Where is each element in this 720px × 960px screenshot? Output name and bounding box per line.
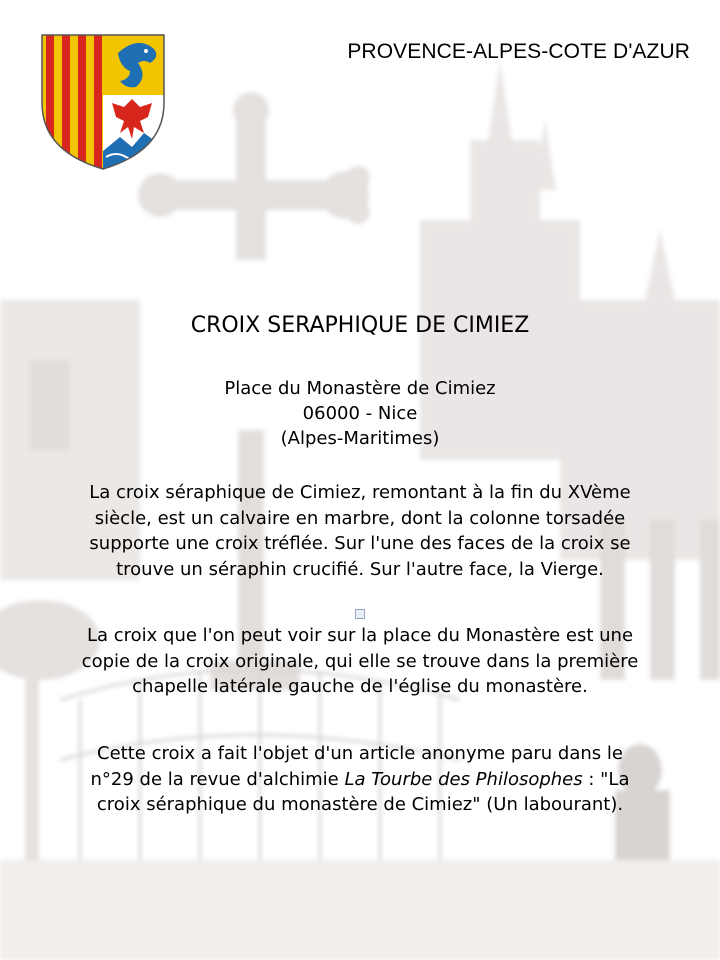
paragraph-copy-note: La croix que l'on peut voir sur la place du Monastère est une copie de la croix originale, qui elle se trouve dans la première chapelle latérale gauche de l'église du monastère. (81, 625, 639, 697)
page-title: CROIX SERAPHIQUE DE CIMIEZ (190, 313, 530, 338)
region-name: PROVENCE-ALPES-COTE D'AZUR (347, 40, 690, 63)
article-text-before: Cette croix a fait l'objet d'un article anonyme paru dans le n°29 de la revue d'alchimie (90, 743, 623, 790)
paragraph-article-reference (78, 741, 642, 818)
address-line-2: 06000 - Nice (302, 403, 418, 424)
coat-of-arms-icon (40, 33, 166, 171)
address-line-3: (Alpes-Maritimes) (280, 428, 440, 449)
paragraph-description: La croix séraphique de Cimiez, remontant à la fin du XVème siècle, est un calvaire en marbre, dont la colonne torsadée supporte une croix tréflée. Sur l'une des faces de la croix se trouve un séraphin crucifié. Sur l'autre face, la Vierge. (89, 482, 631, 580)
address-block (0, 376, 720, 451)
separator-icon (355, 609, 365, 619)
journal-title: La Tourbe des Philosophes (344, 768, 583, 790)
address-line-1: Place du Monastère de Cimiez (224, 378, 496, 399)
article-text-after: : "La croix séraphique du monastère de Cimiez" (Un labourant). (96, 768, 630, 815)
